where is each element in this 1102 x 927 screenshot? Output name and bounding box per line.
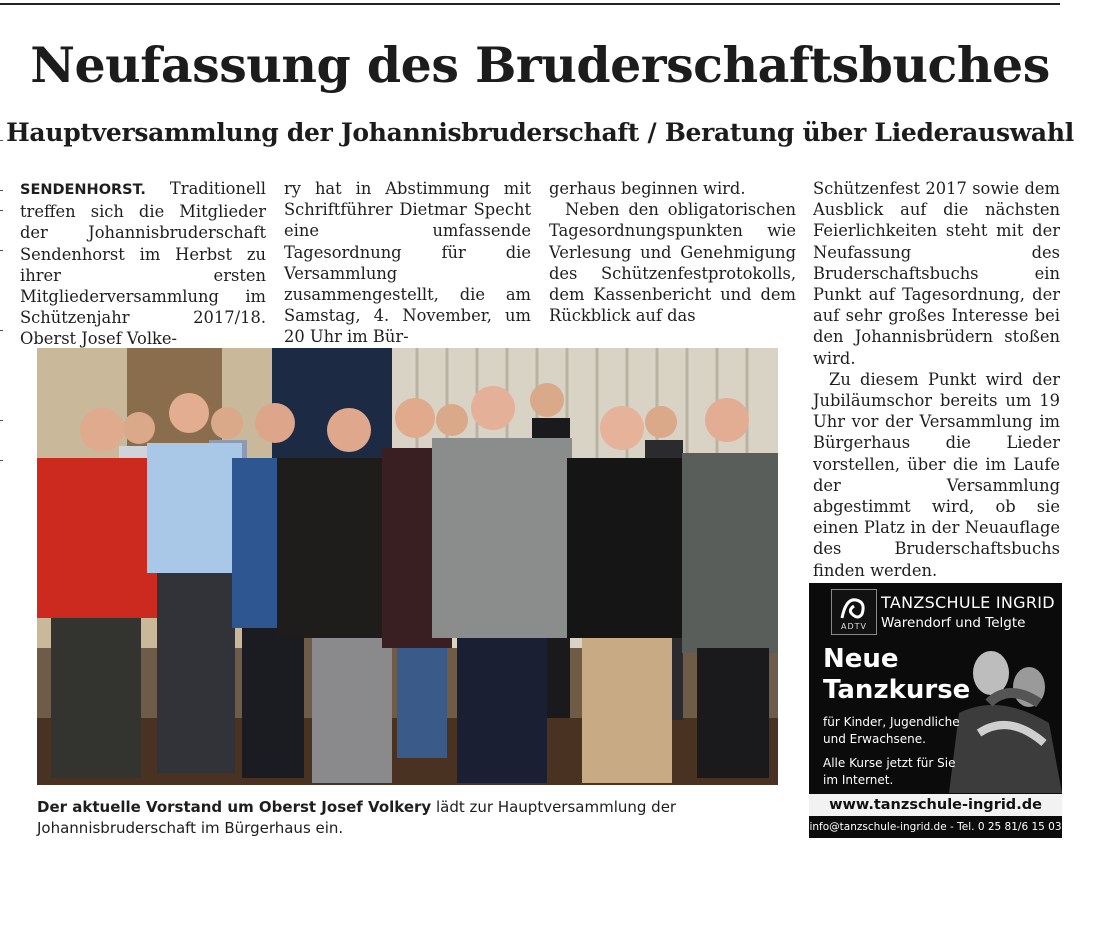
advertisement[interactable]: [809, 583, 1062, 838]
ad-headline-1: Neue: [823, 644, 899, 674]
ad-location: Warendorf und Telgte: [881, 615, 1026, 631]
article-column-3: [549, 178, 796, 326]
group-photo: [37, 348, 778, 785]
ad-contact: info@tanzschule-ingrid.de - Tel. 0 25 81/6 15 03: [809, 821, 1062, 833]
logo-text: ADTV: [841, 622, 867, 631]
ad-company-name: TANZSCHULE INGRID: [881, 593, 1055, 612]
article-column-4: [813, 178, 1060, 581]
column-4-paragraph-2: Zu diesem Punkt wird der Jubiläumschor bereits um 19 Uhr vor der Versammlung im Bürgerhaus die Lieder vorstellen, über die im Laufe der Versammlung abgestimmt wird, ob sie einen Platz in der Neuauflage des Bruderschaftsbuchs finden werden.: [813, 369, 1060, 580]
article-column-1: [20, 178, 266, 350]
ad-text-1: für Kinder, Jugendliche und Erwachsene.: [823, 715, 960, 746]
dateline: SENDENHORST.: [20, 182, 146, 198]
article-column-2: [284, 178, 531, 348]
column-4-paragraph-1: Schützenfest 2017 sowie dem Ausblick auf die nächsten Feierlichkeiten steht mit der Neufassung des Bruderschaftsbuchs ein Punkt auf Tagesordnung, der auf sehr großes Interesse bei den Johannisbrüdern stoßen wird.: [813, 179, 1060, 368]
caption-text: lädt zur Hauptversammlung der Johannisbruderschaft im Bürgerhaus ein.: [37, 798, 677, 837]
column-1-text: Traditionell treffen sich die Mitglieder der Johannisbruderschaft Sendenhorst im Herbst zu ihrer ersten Mitgliederversammlung im Schützenjahr 2017/18. Oberst Josef Volke-: [20, 179, 266, 349]
headline: Neufassung des Bruderschaftsbuches: [30, 36, 1050, 94]
column-3-paragraph-1: gerhaus beginnen wird.: [549, 179, 746, 198]
ad-text-2: Alle Kurse jetzt für Sie im Internet.: [823, 756, 956, 787]
ad-url[interactable]: www.tanzschule-ingrid.de: [809, 794, 1062, 816]
column-2-text: ry hat in Abstimmung mit Schriftführer Dietmar Specht eine umfassende Tagesordnung für die Versammlung zusammengestellt, die am Samstag, 4. November, um 20 Uhr im Bür-: [284, 179, 531, 347]
caption-bold: Der aktuelle Vorstand um Oberst Josef Volkery: [37, 798, 432, 816]
ad-headline-2: Tanzkurse: [823, 675, 971, 705]
page-edge-marks: [0, 130, 6, 510]
subheadline: Hauptversammlung der Johannisbruderschaft / Beratung über Liederauswahl: [6, 118, 1074, 147]
column-3-paragraph-2: Neben den obligatorischen Tagesordnungspunkten wie Verlesung und Genehmigung des Schützenfestprotokolls, dem Kassenbericht und dem Rückblick auf das: [549, 200, 796, 326]
photo-caption: [37, 797, 782, 839]
adtv-logo: [831, 589, 877, 635]
top-rule: [0, 3, 1060, 5]
